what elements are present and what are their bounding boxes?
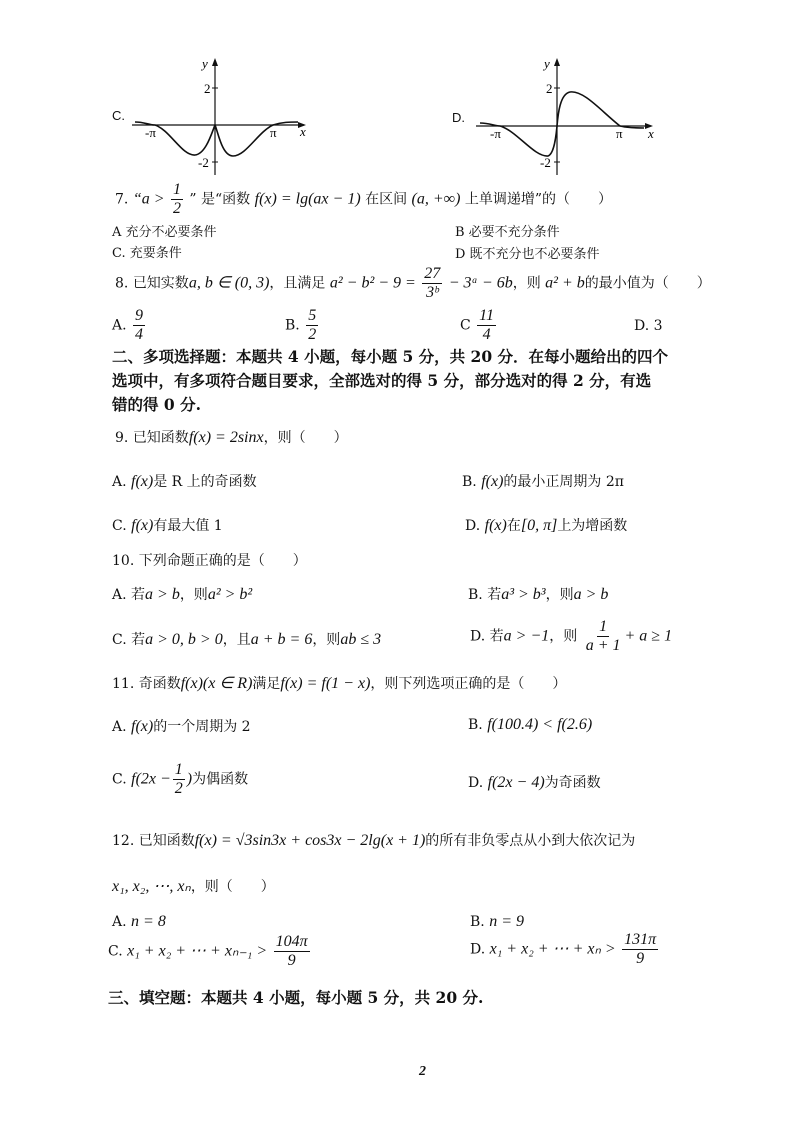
- question-12-stem: 12. 已知函数f(x) = √3sin3x + cos3x − 2lg(x + 1)的所有非负零点从小到大依次记为: [112, 832, 636, 849]
- q12-option-a: A. n = 8: [112, 913, 166, 930]
- q12-option-c: C. x₁ + x₂ + ⋯ + xₙ₋₁ > $\frac{104\pi}{9}$: [108, 933, 308, 969]
- q11-option-d: D. f(2x − 4)为奇函数: [468, 774, 601, 791]
- question-10-stem: 10. 下列命题正确的是（ ）: [112, 553, 307, 569]
- q8-option-c: C $\frac{11}{4}$: [460, 307, 494, 343]
- q9-option-a: A. f(x)是 R 上的奇函数: [112, 473, 257, 490]
- graph-c: [130, 52, 310, 177]
- graph-d-ytick-top: 2: [546, 81, 553, 96]
- question-9-stem: 9. 已知函数f(x) = 2sinx，则（ ）: [115, 429, 348, 446]
- graph-d-xtick-left: -π: [490, 126, 501, 141]
- graph-d-xtick-right: π: [616, 126, 623, 141]
- q8-option-b: B. $\frac{5}{2}$: [285, 307, 317, 343]
- graph-d-label: D.: [452, 110, 465, 125]
- q9-option-d: D. f(x)在[0, π]上为增函数: [465, 517, 628, 534]
- page-number: 2: [419, 1064, 426, 1079]
- q9-option-b: B. f(x)的最小正周期为 2π: [462, 473, 624, 490]
- graph-d-y-axis-label: y: [544, 56, 550, 71]
- q12-option-b: B. n = 9: [470, 913, 524, 930]
- q10-option-c: C. 若a > 0, b > 0，且a + b = 6，则ab ≤ 3: [112, 631, 382, 648]
- q7-option-a: A 充分不必要条件: [112, 225, 217, 240]
- question-7-stem: 7. “a > $\frac{1}{2}$ ” 是“函数 f(x) = lg(ax − 1) 在区间 (a, +∞) 上单调递增”的（ ）: [115, 181, 613, 217]
- section-3-heading: 三、填空题：本题共 4 小题，每小题 5 分，共 20 分.: [108, 988, 484, 1007]
- q11-option-b: B. f(100.4) < f(2.6): [468, 716, 593, 733]
- q7-option-d: D 既不充分也不必要条件: [455, 247, 600, 262]
- q8-fraction: $\frac{27}{\text{3ᵇ}}$: [424, 265, 441, 301]
- q12-option-d: D. x₁ + x₂ + ⋯ + xₙ > $\frac{131\pi}{9}$: [470, 931, 657, 967]
- q7-option-c: C. 充要条件: [112, 246, 182, 261]
- graph-d: [472, 52, 657, 177]
- graph-c-xtick-right: π: [270, 125, 277, 140]
- q8-option-a: A. $\frac{9}{4}$: [112, 307, 144, 343]
- question-8-stem: 8. 已知实数a, b ∈ (0, 3)，且满足 a² − b² − 9 = $\frac{27}{\text{3ᵇ}}$ − 3ᵃ − 6b，则 a² + b的最小值为（ ）: [115, 265, 711, 301]
- graph-c-xtick-left: -π: [145, 125, 156, 140]
- graph-d-ytick-bottom: -2: [540, 155, 551, 170]
- graph-c-y-axis-label: y: [202, 56, 208, 71]
- q9-option-c: C. f(x)有最大值 1: [112, 517, 223, 534]
- q11-option-a: A. f(x)的一个周期为 2: [112, 718, 251, 735]
- question-12-stem-line2: x₁, x₂, ⋯, xₙ，则（ ）: [112, 878, 275, 895]
- graph-d-x-axis-label: x: [648, 126, 654, 141]
- question-11-stem: 11. 奇函数f(x)(x ∈ R)满足f(x) = f(1 − x)，则下列选项正确的是（ ）: [112, 675, 567, 692]
- section-2-heading: 二、多项选择题：本题共 4 小题，每小题 5 分，共 20 分．在每小题给出的四个 选项中，有多项符合题目要求，全部选对的得 5 分，部分选对的得 2 分，有选 错的得 0 分.: [112, 347, 669, 414]
- q7-option-b: B 必要不充分条件: [455, 225, 560, 240]
- q11-option-c: C. f(2x − $\frac{1}{2}$ )为偶函数: [112, 761, 249, 797]
- graph-c-label: C.: [112, 108, 125, 123]
- q10-option-d: D. 若a > −1，则 $\frac{1}{a + 1}$ + a ≥ 1: [470, 618, 673, 654]
- q7-fraction: $\frac{1}{2}$: [172, 181, 181, 217]
- q10-option-a: A. 若a > b，则a² > b²: [112, 586, 253, 603]
- graph-c-x-axis-label: x: [300, 124, 306, 139]
- graph-c-ytick-bottom: -2: [198, 155, 209, 170]
- graph-c-ytick-top: 2: [204, 81, 211, 96]
- q8-option-d: D. 3: [634, 318, 663, 334]
- q10-option-b: B. 若a³ > b³，则a > b: [468, 586, 609, 603]
